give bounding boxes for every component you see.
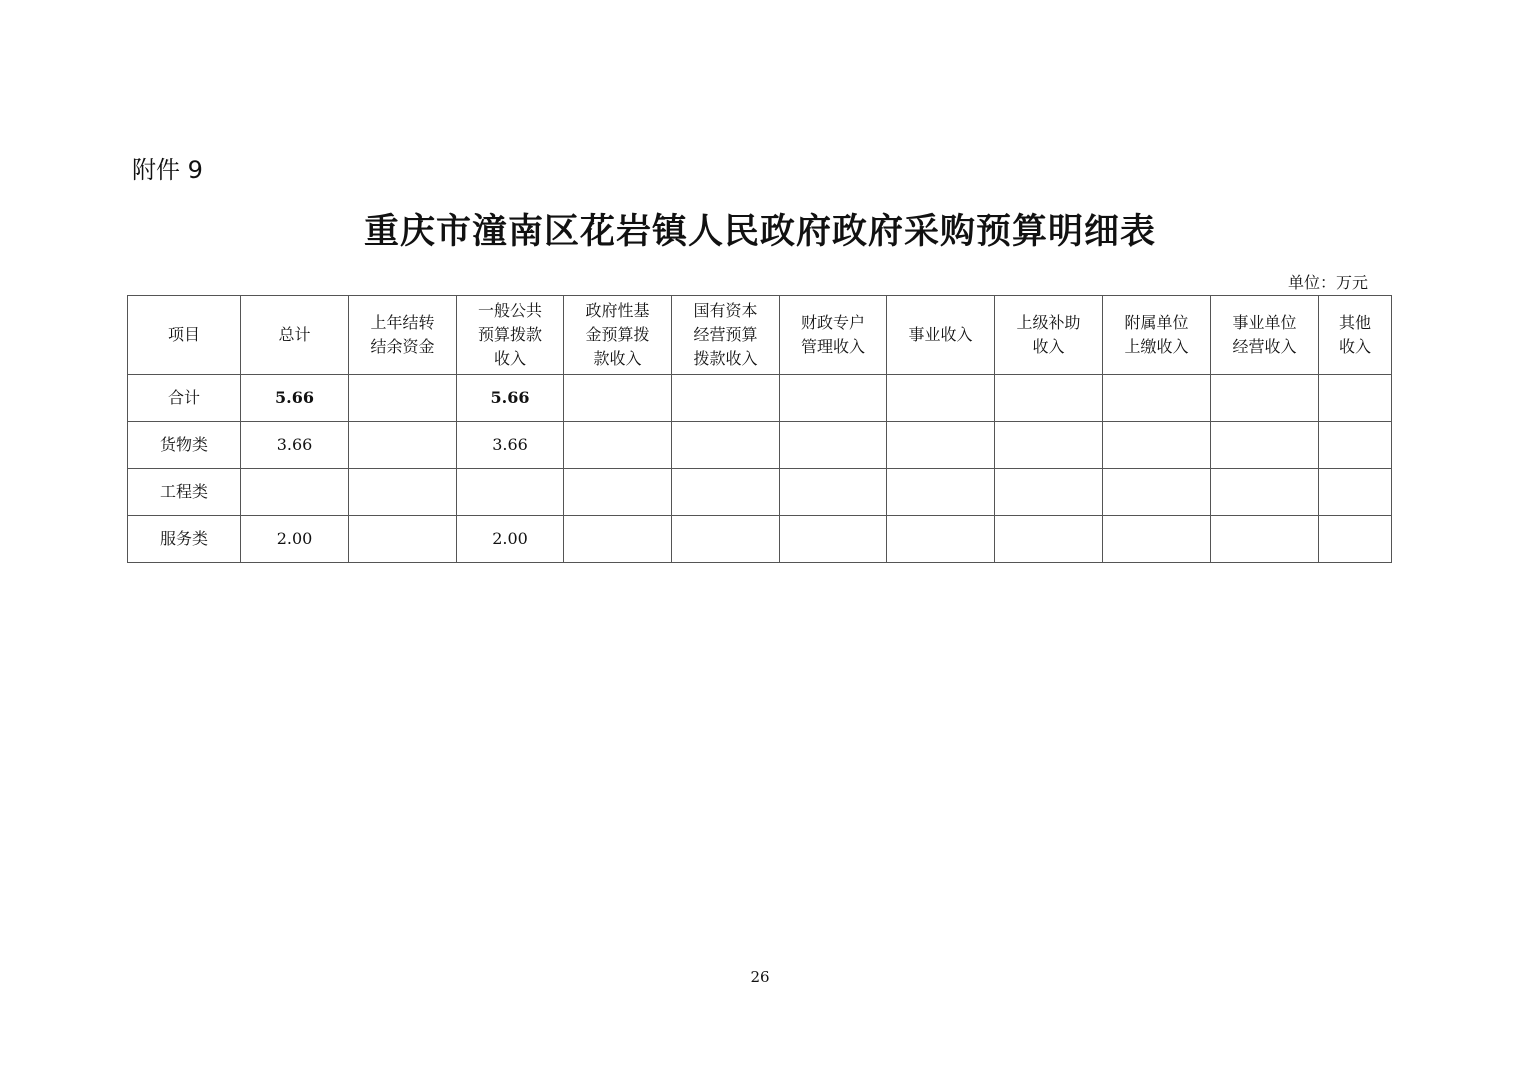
cell-general-public xyxy=(457,469,564,516)
column-header xyxy=(887,296,995,375)
column-header-line: 项目 xyxy=(167,325,200,344)
column-header-line: 款收入 xyxy=(593,349,642,368)
column-header-line: 上级补助 xyxy=(1016,313,1081,332)
column-header xyxy=(349,296,457,375)
cell-special-account xyxy=(780,516,887,563)
table-row xyxy=(128,516,1392,563)
table-row xyxy=(128,375,1392,422)
column-header xyxy=(1211,296,1319,375)
cell-superior-subsidy xyxy=(995,516,1103,563)
cell-state-capital xyxy=(672,375,780,422)
column-header-line: 政府性基 xyxy=(585,301,650,320)
column-header-line: 收入 xyxy=(1032,337,1065,356)
cell-special-account xyxy=(780,375,887,422)
cell-gov-fund xyxy=(564,469,672,516)
cell-gov-fund xyxy=(564,375,672,422)
cell-business xyxy=(887,469,995,516)
column-header-line: 拨款收入 xyxy=(693,349,758,368)
cell-item: 合计 xyxy=(128,375,241,422)
column-header-line: 其他 xyxy=(1338,313,1371,332)
cell-gov-fund xyxy=(564,516,672,563)
cell-general-public: 5.66 xyxy=(457,375,564,422)
column-header-line: 收入 xyxy=(493,349,526,368)
column-header xyxy=(995,296,1103,375)
cell-total: 5.66 xyxy=(241,375,349,422)
column-header-line: 金预算拨 xyxy=(585,325,650,344)
attachment-label: 附件 9 xyxy=(132,156,203,184)
cell-business xyxy=(887,422,995,469)
cell-total: 3.66 xyxy=(241,422,349,469)
cell-carryover xyxy=(349,516,457,563)
cell-state-capital xyxy=(672,422,780,469)
column-header-line: 结余资金 xyxy=(370,337,435,356)
column-header xyxy=(128,296,241,375)
cell-business xyxy=(887,516,995,563)
cell-special-account xyxy=(780,422,887,469)
cell-carryover xyxy=(349,422,457,469)
column-header-line: 一般公共 xyxy=(477,301,542,320)
cell-other xyxy=(1319,516,1392,563)
column-header-line: 上缴收入 xyxy=(1124,337,1189,356)
column-header-line: 附属单位 xyxy=(1124,313,1189,332)
unit-label: 单位：万元 xyxy=(1288,273,1369,292)
cell-affiliated xyxy=(1103,469,1211,516)
cell-special-account xyxy=(780,469,887,516)
column-header-line: 事业单位 xyxy=(1232,313,1297,332)
table-row xyxy=(128,469,1392,516)
cell-affiliated xyxy=(1103,516,1211,563)
cell-state-capital xyxy=(672,469,780,516)
column-header xyxy=(457,296,564,375)
column-header xyxy=(780,296,887,375)
column-header-line: 国有资本 xyxy=(693,301,758,320)
cell-total: 2.00 xyxy=(241,516,349,563)
column-header-line: 财政专户 xyxy=(800,313,865,332)
column-header-line: 上年结转 xyxy=(370,313,435,332)
cell-business-operation xyxy=(1211,375,1319,422)
cell-item: 服务类 xyxy=(128,516,241,563)
cell-general-public: 2.00 xyxy=(457,516,564,563)
cell-other xyxy=(1319,422,1392,469)
table-row xyxy=(128,422,1392,469)
column-header xyxy=(1103,296,1211,375)
column-header xyxy=(241,296,349,375)
cell-item: 工程类 xyxy=(128,469,241,516)
cell-superior-subsidy xyxy=(995,375,1103,422)
procurement-budget-table xyxy=(127,295,1392,563)
column-header-line: 事业收入 xyxy=(908,325,973,344)
cell-other xyxy=(1319,469,1392,516)
cell-carryover xyxy=(349,375,457,422)
cell-item: 货物类 xyxy=(128,422,241,469)
column-header-line: 管理收入 xyxy=(800,337,865,356)
cell-state-capital xyxy=(672,516,780,563)
cell-business-operation xyxy=(1211,516,1319,563)
header-row xyxy=(128,296,1392,375)
column-header-line: 收入 xyxy=(1338,337,1371,356)
cell-superior-subsidy xyxy=(995,422,1103,469)
column-header xyxy=(1319,296,1392,375)
column-header-line: 经营收入 xyxy=(1232,337,1297,356)
cell-business xyxy=(887,375,995,422)
cell-affiliated xyxy=(1103,375,1211,422)
cell-business-operation xyxy=(1211,469,1319,516)
column-header-line: 经营预算 xyxy=(693,325,758,344)
cell-other xyxy=(1319,375,1392,422)
cell-superior-subsidy xyxy=(995,469,1103,516)
cell-business-operation xyxy=(1211,422,1319,469)
column-header-line: 总计 xyxy=(278,325,311,344)
column-header xyxy=(672,296,780,375)
cell-affiliated xyxy=(1103,422,1211,469)
cell-carryover xyxy=(349,469,457,516)
page-number: 26 xyxy=(750,968,770,986)
cell-total xyxy=(241,469,349,516)
page-title: 重庆市潼南区花岩镇人民政府政府采购预算明细表 xyxy=(363,211,1156,252)
cell-gov-fund xyxy=(564,422,672,469)
column-header xyxy=(564,296,672,375)
cell-general-public: 3.66 xyxy=(457,422,564,469)
column-header-line: 预算拨款 xyxy=(477,325,542,344)
